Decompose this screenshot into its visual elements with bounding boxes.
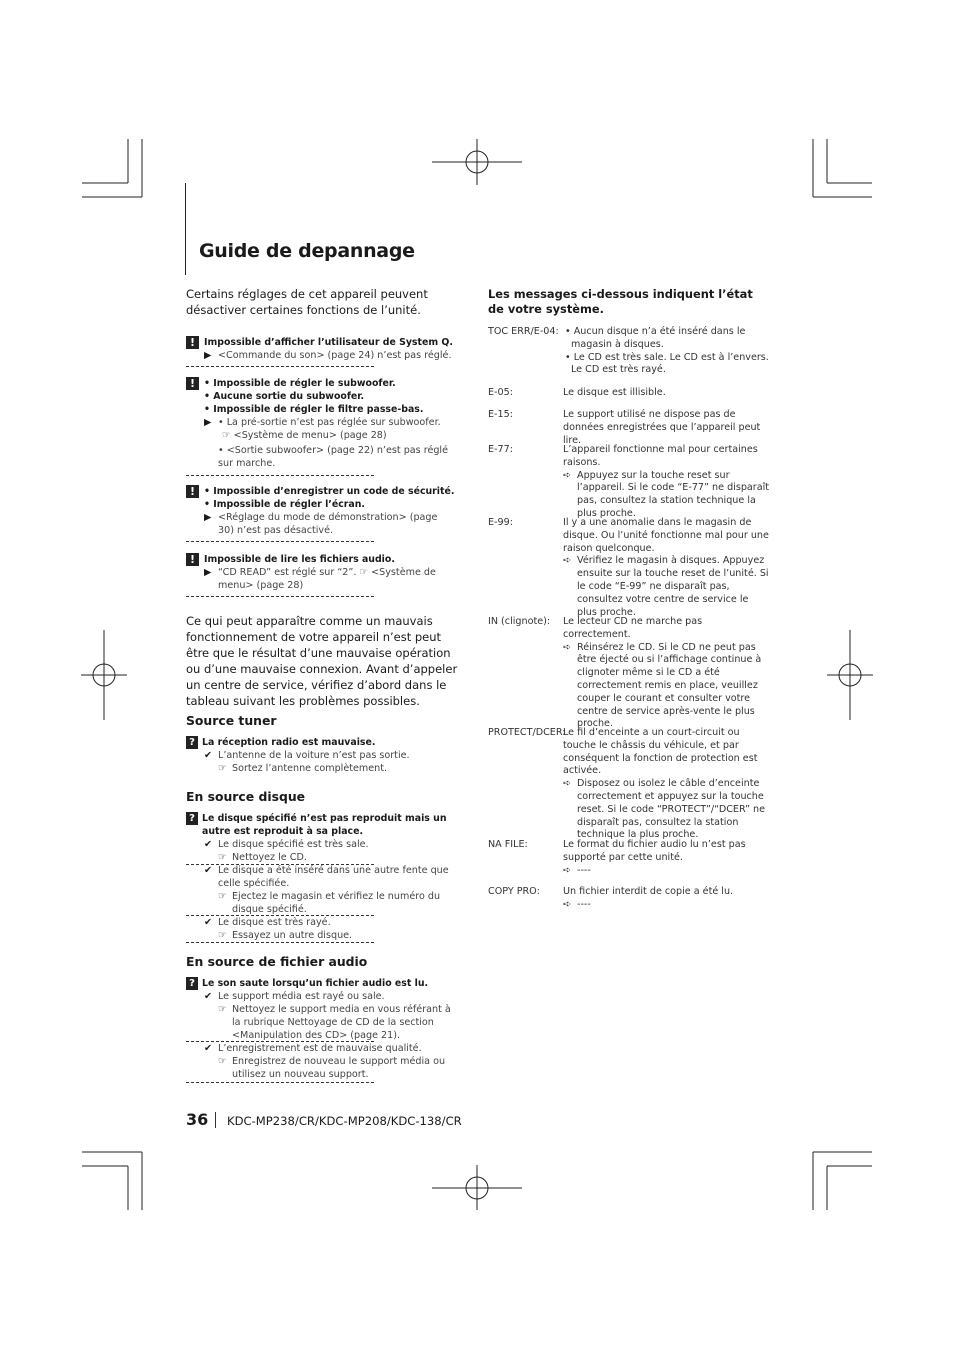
warning-line: ☞ <Système de menu> (page 28) [222, 430, 387, 441]
cause-text: Le disque est très rayé. [218, 917, 331, 928]
remedy-text: Essayez un autre disque. [232, 930, 353, 941]
warning-icon: ! [186, 336, 199, 349]
message-line: Le support utilisé ne dispose pas de données enregistrées que l’appareil peut lire. [563, 409, 761, 446]
messages-heading: Les messages ci-dessous indiquent l’état de votre système. [488, 287, 753, 316]
divider [186, 915, 374, 916]
problem-item [186, 977, 456, 1081]
warning-line: • <Sortie subwoofer> (page 22) n’est pas réglé sur marche. [218, 445, 449, 469]
warning-title: Impossible d’afficher l’utilisateur de System Q. [204, 337, 453, 348]
divider [186, 942, 374, 943]
check-icon: ✔ [204, 839, 213, 850]
message-remedy: Réinsérez le CD. Si le CD ne peut pas être éjecté ou si l’affichage continue à clignoter même si le CD a été correctement remis en place, veuillez couper le courant et consulter votre centre de service après-vente le plus proche. [577, 641, 762, 730]
message-remedy: ---- [577, 864, 591, 876]
cause-text: Le disque spécifié est très sale. [218, 839, 369, 850]
message-line: L’appareil fonctionne mal pour certaines raisons. [563, 444, 758, 468]
cause-text: Le disque a été inséré dans une autre fente que celle spécifiée. [218, 865, 449, 889]
remedy-text: Enregistrez de nouveau le support média ou utilisez un nouveau support. [232, 1056, 446, 1080]
message-line: • Le CD est très sale. Le CD est à l’envers. Le CD est très rayé. [565, 351, 769, 376]
warning-item [186, 336, 456, 362]
warning-icon: ! [186, 553, 199, 566]
page-number: 36 [186, 1110, 209, 1129]
arrow-icon: ▶ [204, 567, 212, 578]
question-icon: ? [186, 977, 198, 990]
message-code: TOC ERR/E-04: [488, 326, 559, 337]
problem-item [186, 812, 456, 942]
footer-rule [215, 1112, 216, 1128]
section-heading: En source de fichier audio [186, 954, 368, 969]
cause-text: Le support média est rayé ou sale. [218, 991, 385, 1002]
section-heading: En source disque [186, 789, 306, 804]
warning-title: • Impossible d’enregistrer un code de sécurité. [204, 486, 455, 497]
divider [186, 596, 374, 597]
hand-icon: ☞ [218, 1056, 227, 1067]
troubleshoot-intro: Ce qui peut apparaître comme un mauvais fonctionnement de votre appareil n’est peut être que le résultat d’une mauvaise opération ou d’une mauvaise connexion. Avant d’appeler un centre de service, vérifiez d’abord dans le tableau suivant les problèmes possibles. [186, 614, 458, 708]
check-icon: ✔ [204, 917, 213, 928]
warning-title: • Impossible de régler le filtre passe-bas. [204, 404, 424, 415]
check-icon: ✔ [204, 1043, 213, 1054]
remedy-icon: ➪ [563, 555, 572, 567]
warning-line: “CD READ” est réglé sur “2”. ☞ <Système de menu> (page 28) [218, 567, 436, 591]
message-line: Le fil d’enceinte a un court-circuit ou touche le châssis du véhicule, et par conséquent la fonction de protection est activée. [563, 727, 758, 777]
hand-icon: ☞ [218, 930, 227, 941]
cause-text: L’enregistrement est de mauvaise qualité. [218, 1043, 422, 1054]
message-line: Le lecteur CD ne marche pas correctement. [563, 616, 703, 640]
hand-icon: ☞ [218, 852, 227, 863]
warning-line: • La pré-sortie n’est pas réglée sur subwoofer. [218, 417, 441, 428]
warning-line: <Commande du son> (page 24) n’est pas réglé. [218, 350, 452, 361]
warning-item [186, 377, 456, 470]
warning-title: • Impossible de régler le subwoofer. [204, 378, 396, 389]
remedy-icon: ➪ [563, 898, 572, 910]
remedy-text: Nettoyez le support media en vous référant à la rubrique Nettoyage de CD de la section <Manipulation des CD> (page 21). [232, 1004, 451, 1041]
message-code: PROTECT/DCER: [488, 727, 566, 738]
remedy-text: Nettoyez le CD. [232, 852, 307, 863]
message-code: IN (clignote): [488, 616, 551, 627]
divider [186, 475, 374, 476]
message-code: NA FILE: [488, 839, 528, 850]
message-remedy: ---- [577, 898, 591, 910]
message-line: • Aucun disque n’a été inséré dans le magasin à disques. [565, 326, 746, 350]
page-title: Guide de depannage [199, 240, 415, 262]
hand-icon: ☞ [218, 1004, 227, 1015]
check-icon: ✔ [204, 991, 213, 1002]
problem-title: Le son saute lorsqu’un fichier audio est lu. [202, 978, 429, 989]
check-icon: ✔ [204, 865, 213, 876]
hand-icon: ☞ [218, 891, 227, 902]
model-names: KDC-MP238/CR/KDC-MP208/KDC-138/CR [227, 1114, 462, 1128]
warning-title: Impossible de lire les fichiers audio. [204, 554, 395, 565]
message-remedy: Appuyez sur la touche reset sur l’appareil. Si le code “E-77” ne disparaît pas, consultez la station technique la plus proche. [577, 469, 770, 519]
problem-title: La réception radio est mauvaise. [202, 737, 376, 748]
remedy-icon: ➪ [563, 469, 572, 481]
hand-icon: ☞ [218, 763, 227, 774]
check-icon: ✔ [204, 750, 213, 761]
problem-item [186, 736, 456, 775]
warning-icon: ! [186, 485, 199, 498]
message-code: COPY PRO: [488, 886, 540, 897]
message-line: Un fichier interdit de copie a été lu. [563, 886, 734, 897]
remedy-icon: ➪ [563, 864, 572, 876]
message-code: E-99: [488, 517, 513, 528]
message-code: E-77: [488, 444, 513, 455]
message-code: E-05: [488, 387, 513, 398]
message-remedy: Vérifiez le magasin à disques. Appuyez ensuite sur la touche reset de l’unité. Si le code “E-99” ne disparaît pas, consultez votre centre de service le plus proche. [577, 555, 769, 618]
arrow-icon: ▶ [204, 350, 212, 361]
warning-item [186, 553, 456, 592]
arrow-icon: ▶ [204, 512, 212, 523]
remedy-text: Ejectez le magasin et vérifiez le numéro du disque spécifié. [232, 891, 441, 915]
intro-text: Certains réglages de cet appareil peuvent désactiver certaines fonctions de l’unité. [186, 287, 428, 317]
divider [186, 1041, 374, 1042]
remedy-text: Sortez l’antenne complètement. [232, 763, 388, 774]
cause-text: L’antenne de la voiture n’est pas sortie. [218, 750, 410, 761]
message-line: Le disque est illisible. [563, 387, 666, 398]
message-line: Le format du fichier audio lu n’est pas supporté par cette unité. [563, 839, 746, 863]
question-icon: ? [186, 812, 198, 825]
remedy-icon: ➪ [563, 641, 572, 653]
divider [186, 864, 374, 865]
warning-title: • Aucune sortie du subwoofer. [204, 391, 365, 402]
warning-icon: ! [186, 377, 199, 390]
warning-title: • Impossible de régler l’écran. [204, 499, 365, 510]
divider [186, 1082, 374, 1083]
warning-item [186, 485, 456, 537]
message-remedy: Disposez ou isolez le câble d’enceinte correctement et appuyez sur la touche reset. Si le code “PROTECT”/“DCER” ne disparaît pas, consultez la station technique la plus proche. [577, 778, 766, 841]
message-line: Il y a une anomalie dans le magasin de disque. Ou l’unité fonctionne mal pour une raison quelconque. [563, 517, 769, 554]
section-heading: Source tuner [186, 713, 277, 728]
divider [186, 541, 374, 542]
question-icon: ? [186, 736, 198, 749]
problem-title: Le disque spécifié n’est pas reproduit mais un autre est reproduit à sa place. [202, 813, 447, 837]
divider [186, 366, 374, 367]
warning-line: <Réglage du mode de démonstration> (page 30) n’est pas désactivé. [218, 512, 438, 536]
title-rule [185, 183, 186, 275]
arrow-icon: ▶ [204, 417, 212, 428]
remedy-icon: ➪ [563, 778, 572, 790]
message-code: E-15: [488, 409, 513, 420]
